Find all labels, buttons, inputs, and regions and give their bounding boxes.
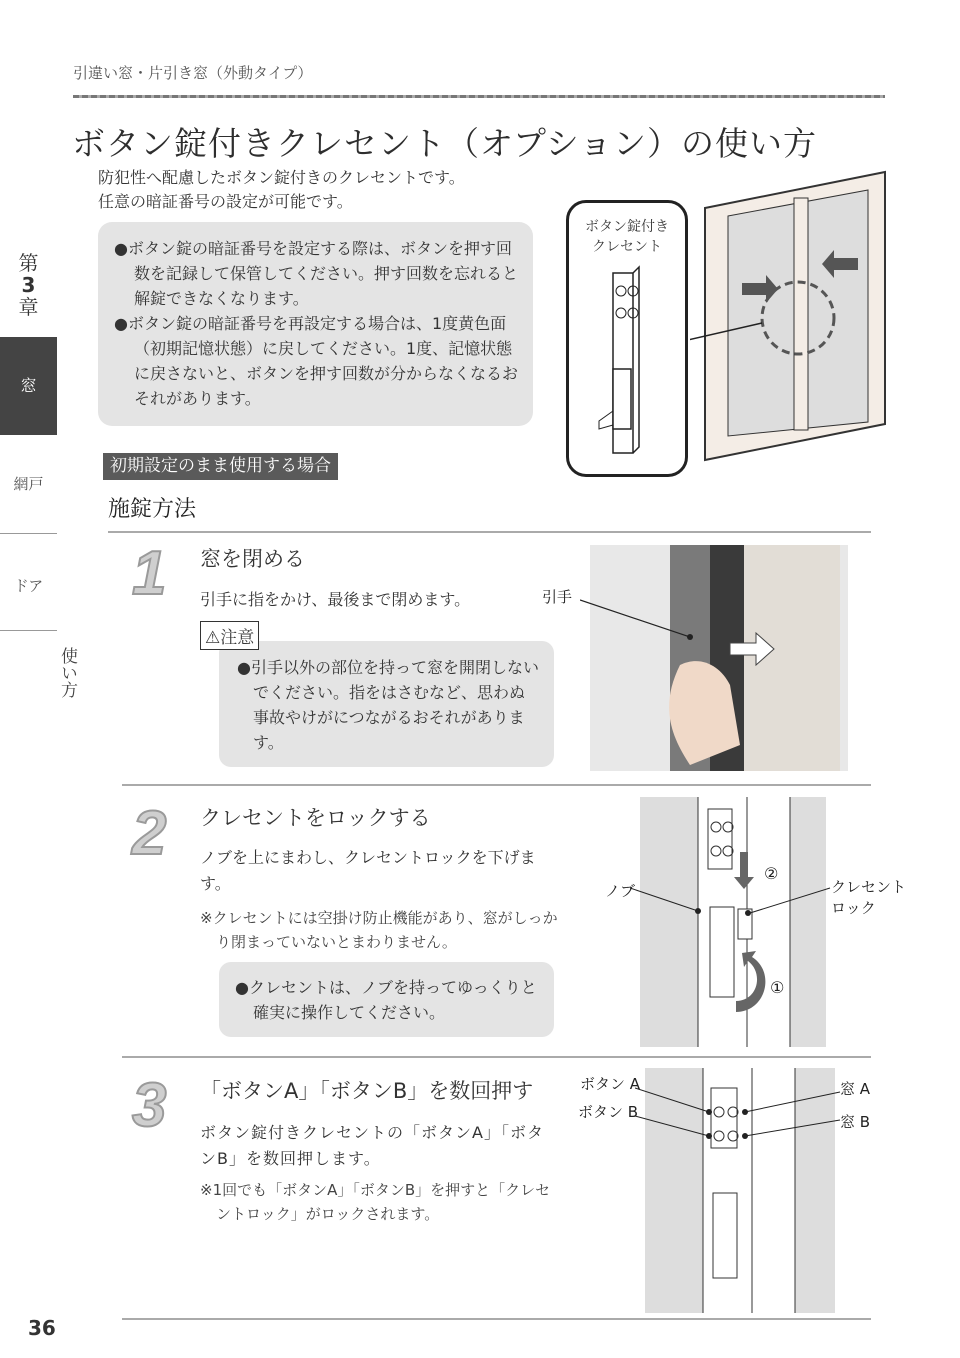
step-note: ※クレセントには空掛け防止機能があり、窓がしっかり閉まっていないとまわりません。 [200,909,558,951]
leader-lines [630,880,840,920]
step-number: 2 [132,799,167,868]
caution-label [200,621,259,650]
note-text: ボタン錠の暗証番号を設定する際は、ボタンを押す回数を記録して保管してください。押す回数を忘れると解錠できなくなります。 [127,239,519,308]
divider [122,784,871,786]
breadcrumb: 引違い窓・片引き窓（外動タイプ） [73,64,313,82]
window-illustration [690,168,895,468]
crescent-callout [566,200,688,477]
sidebar-item-usage[interactable]: 使い方 [57,647,77,698]
step-description: ノブを上にまわし、クレセントロックを下げます。 [200,848,536,893]
note-text: ボタン錠の暗証番号を再設定する場合は、1度黄色面（初期記憶状態）に戻してください。1度、記憶状態に戻さないと、ボタンを押す回数が分からなくなるおそれがあります。 [127,314,519,408]
tip-text: ●クレセントは、ノブを持ってゆっくりと確実に操作してください。 [235,978,537,1022]
step-number: 1 [132,539,167,608]
crescent-lock-illustration [569,261,685,471]
chapter-label [0,252,57,318]
page-number: 36 [28,1316,56,1340]
important-notes-box [98,222,533,426]
header-divider [73,95,885,98]
caution-text: 注意 [220,628,255,648]
crescent-lock-diagram [640,797,826,1047]
sidebar-divider [0,630,57,631]
chapter-number: 3 [21,273,36,297]
step-title: 「ボタンA」「ボタンB」を数回押す [200,1079,534,1103]
section-heading: 施錠方法 [108,497,197,522]
sidebar-item-window[interactable]: 窓 [0,337,57,435]
caution-body: ●引手以外の部位を持って窓を開閉しないでください。指をはさむなど、思わぬ事故やけがにつながるおそれがあります。 [237,658,539,752]
window-b-label: 窓 B [840,1113,871,1131]
step-description: 引手に指をかけ、最後まで閉めます。 [200,590,471,609]
tip-box [219,962,554,1037]
sidebar-item-screen[interactable]: 網戸 [13,475,44,493]
warning-icon: ⚠ [205,628,221,648]
chapter-prefix: 第 [18,251,39,275]
leader-lines [635,1080,845,1160]
knob-label: ノブ [605,882,636,900]
note-item: ●ボタン錠の暗証番号を再設定する場合は、1度黄色面（初期記憶状態）に戻してください。1度、記憶状態に戻さないと、ボタンを押す回数が分からなくなるおそれがあります。 [114,314,519,408]
step-title: 窓を閉める [200,547,305,571]
step-description: ボタン錠付きクレセントの「ボタンA」「ボタンB」を数回押します。 [200,1123,544,1168]
step-marker-1: ① [770,978,785,997]
divider [108,531,871,533]
step-title: クレセントをロックする [200,806,431,830]
divider [122,1318,871,1320]
button-b-label: ボタン B [578,1103,639,1121]
closing-window-photo [580,545,850,771]
handle-label: 引手 [542,588,573,606]
divider [122,1056,871,1058]
crescent-lock-label: クレセント ロック [831,878,907,917]
step-note: ※1回でも「ボタンA」「ボタンB」を押すと「クレセントロック」がロックされます。 [200,1181,551,1223]
caution-box [219,641,554,767]
page-title: ボタン錠付きクレセント（オプション）の使い方 [72,124,818,163]
intro-line: 防犯性へ配慮したボタン錠付きのクレセントです。 [98,168,465,187]
callout-label: ボタン錠付き クレセント [585,219,669,255]
intro-text [98,166,465,214]
step-number: 3 [132,1071,167,1140]
note-item: ●ボタン錠の暗証番号を設定する際は、ボタンを押す回数を記録して保管してください。押す回数を忘れると解錠できなくなります。 [114,239,519,308]
sidebar-item-door[interactable]: ドア [13,577,44,595]
section-tag: 初期設定のまま使用する場合 [103,453,338,480]
chapter-suffix: 章 [18,295,39,319]
step-marker-2: ② [764,864,779,883]
window-a-label: 窓 A [840,1080,871,1098]
sidebar-divider [0,533,57,534]
button-a-label: ボタン A [580,1075,641,1093]
intro-line: 任意の暗証番号の設定が可能です。 [98,192,353,211]
